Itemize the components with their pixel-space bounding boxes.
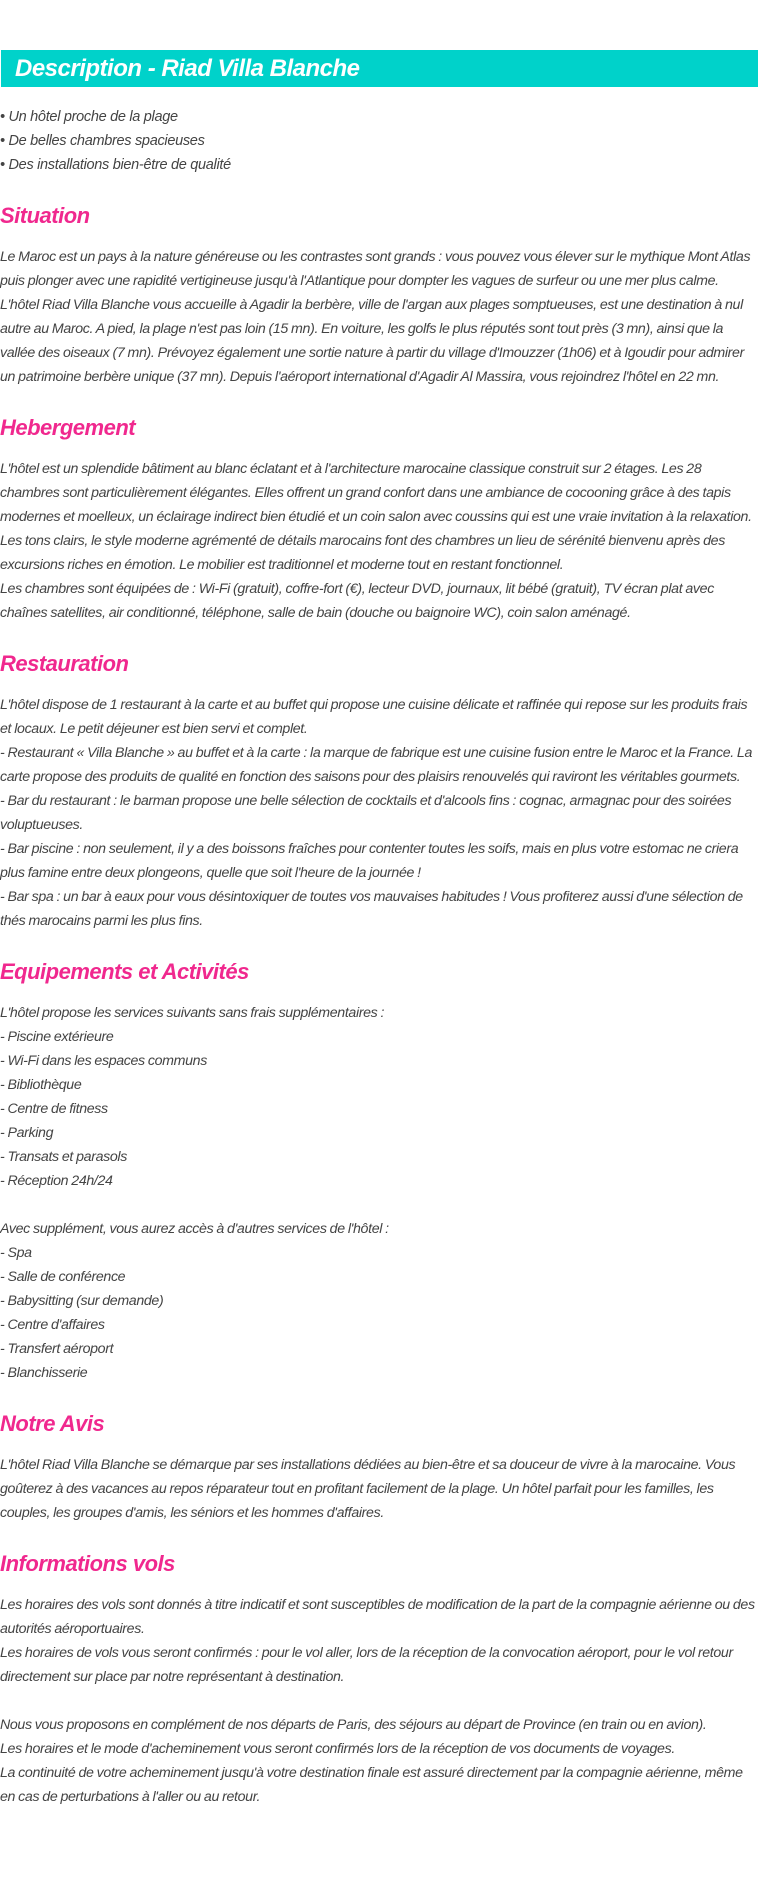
section-restauration [0,649,758,933]
paid-services-intro: Avec supplément, vous aurez accès à d'autres services de l'hôtel : [0,1221,389,1237]
free-service-item: - Wi-Fi dans les espaces communs [0,1053,207,1069]
paid-service-item: - Transfert aéroport [0,1341,114,1357]
paid-service-item: - Babysitting (sur demande) [0,1293,164,1309]
section-paragraph [0,457,758,625]
highlight-item: • Des installations bien-être de qualité [0,157,231,173]
section-heading: Informations vols [0,1551,175,1576]
paragraph-line: L'hôtel dispose de 1 restaurant à la carte et au buffet qui propose une cuisine délicate et raffinée qui repose sur les produits frais et locaux. Le petit déjeuner est bien servi et complet. [0,697,748,737]
section-heading: Notre Avis [0,1411,105,1436]
section-hebergement [0,413,758,625]
section-avis [0,1409,758,1525]
free-service-item: - Piscine extérieure [0,1029,114,1045]
paragraph-line: Les horaires et le mode d'acheminement vous seront confirmés lors de la réception de vos documents de voyages. [0,1741,675,1757]
section-paragraph [0,1593,758,1809]
paragraph-line: - Bar du restaurant : le barman propose une belle sélection de cocktails et d'alcools fins : cognac, armagnac pour des soirées voluptueuses. [0,793,732,833]
section-vols [0,1549,758,1809]
section-paragraph [0,693,758,933]
highlight-item: • De belles chambres spacieuses [0,133,205,149]
paid-service-item: - Blanchisserie [0,1365,88,1381]
paid-service-item: - Centre d'affaires [0,1317,105,1333]
highlights-list [0,105,758,177]
section-paragraph: L'hôtel Riad Villa Blanche se démarque par ses installations dédiées au bien-être et sa douceur de vivre à la marocaine. Vous goûterez à des vacances au repos réparateur tout en profitant facilement de la plage. Un hôtel parfait pour les familles, les couples, les groupes d'amis, les séniors et les hommes d'affaires. [0,1457,736,1521]
paragraph-line: La continuité de votre acheminement jusqu'à votre destination finale est assuré directement par la compagnie aérienne, même en cas de perturbations à l'aller ou au retour. [0,1765,743,1805]
free-service-item: - Réception 24h/24 [0,1173,113,1189]
section-heading: Restauration [0,651,129,676]
paid-service-item: - Salle de conférence [0,1269,126,1285]
section-paragraph [0,1001,758,1385]
spacer [0,1689,758,1713]
paid-service-item: - Spa [0,1245,32,1261]
free-service-item: - Centre de fitness [0,1101,108,1117]
free-service-item: - Transats et parasols [0,1149,127,1165]
paragraph-line: Les chambres sont équipées de : Wi-Fi (gratuit), coffre-fort (€), lecteur DVD, journaux, lit bébé (gratuit), TV écran plat avec chaînes satellites, air conditionné, téléphone, salle de bain (douche ou baignoire WC), coin salon aménagé. [0,581,714,621]
paragraph-line: - Bar piscine : non seulement, il y a des boissons fraîches pour contenter toutes les soifs, mais en plus votre estomac ne criera plus famine entre deux plongeons, quelle que soit l'heure de la journée ! [0,841,739,881]
section-heading: Situation [0,203,90,228]
section-equipements [0,957,758,1385]
paragraph-line: - Bar spa : un bar à eaux pour vous désintoxiquer de toutes vos mauvaises habitudes ! Vous profiterez aussi d'une sélection de thés marocains parmi les plus fins. [0,889,743,929]
paragraph-line: L'hôtel est un splendide bâtiment au blanc éclatant et à l'architecture marocaine classique construit sur 2 étages. Les 28 chambres sont particulièrement élégantes. Elles offrent un grand confort dans une ambiance de cocooning grâce à des tapis modernes et moelleux, un éclairage indirect bien étudié et un coin salon avec coussins qui est une vraie invitation à la relaxation. Les tons clairs, le style moderne agrémenté de détails marocains font des chambres un lieu de sérénité bienvenu après des excursions riches en émotion. Le mobilier est traditionnel et moderne tout en restant fonctionnel. [0,461,752,573]
page-title: Description - Riad Villa Blanche [15,54,360,82]
highlight-item: • Un hôtel proche de la plage [0,109,178,125]
paragraph-line: Nous vous proposons en complément de nos départs de Paris, des séjours au départ de Province (en train ou en avion). [0,1717,707,1733]
paragraph-line: - Restaurant « Villa Blanche » au buffet et à la carte : la marque de fabrique est une cuisine fusion entre le Maroc et la France. La carte propose des produits de qualité en fonction des saisons pour des plaisirs renouvelés qui raviront les véritables gourmets. [0,745,752,785]
section-paragraph: Le Maroc est un pays à la nature généreuse ou les contrastes sont grands : vous pouvez vous élever sur le mythique Mont Atlas puis plonger avec une rapidité vertigineuse jusqu'à l'Atlantique pour dompter les vagues de surfeur ou une mer plus calme. L'hôtel Riad Villa Blanche vous accueille à Agadir la berbère, ville de l'argan aux plages somptueuses, est une destination à nul autre au Maroc. A pied, la plage n'est pas loin (15 mn). En voiture, les golfs le plus réputés sont tout près (3 mn), ainsi que la vallée des oiseaux (7 mn). Prévoyez également une sortie nature à partir du village d'Imouzzer (1h06) et à Igoudir pour admirer un patrimoine berbère unique (37 mn). Depuis l'aéroport international d'Agadir Al Massira, vous rejoindrez l'hôtel en 22 mn. [0,249,751,385]
paragraph-line: Les horaires de vols vous seront confirmés : pour le vol aller, lors de la réception de la convocation aéroport, pour le vol retour directement sur place par notre représentant à destination. [0,1645,733,1685]
paragraph-line: Les horaires des vols sont donnés à titre indicatif et sont susceptibles de modification de la part de la compagnie aérienne ou des autorités aéroportuaires. [0,1597,755,1637]
spacer [0,1193,758,1217]
free-service-item: - Bibliothèque [0,1077,82,1093]
free-services-intro: L'hôtel propose les services suivants sans frais supplémentaires : [0,1005,385,1021]
section-heading: Equipements et Activités [0,959,249,984]
title-bar [1,50,758,87]
free-service-item: - Parking [0,1125,54,1141]
section-heading: Hebergement [0,415,136,440]
section-situation [0,201,758,389]
